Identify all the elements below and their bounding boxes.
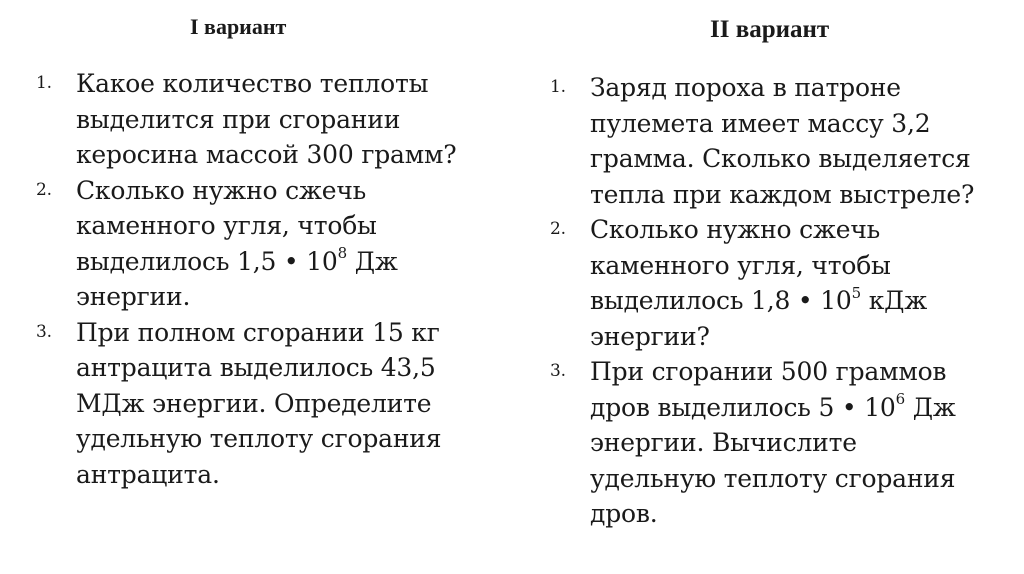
- question-number: 2.: [550, 219, 566, 239]
- question-number: 3.: [36, 321, 52, 342]
- question-text-line: каменного угля, чтобы: [590, 250, 891, 280]
- formula-line: [76, 244, 506, 280]
- variant-1-question-1: [36, 66, 506, 173]
- variant-2-question-3: [550, 354, 1020, 532]
- question-number: 1.: [36, 73, 52, 93]
- question-text-line: энергии. Вычислите: [590, 428, 857, 457]
- formula-line: [590, 390, 1020, 426]
- question-text-line: энергии.: [76, 282, 191, 311]
- variant-2-question-2: [550, 212, 1020, 354]
- question-text-line: удельную теплоту сгорания: [590, 463, 956, 493]
- formula-exponent: 8: [337, 244, 347, 263]
- question-text-line: Сколько нужно сжечь: [76, 175, 367, 205]
- variant-1-question-list: [36, 66, 506, 492]
- question-number: 1.: [550, 77, 566, 97]
- variant-2-question-1: [550, 70, 1020, 212]
- variant-2-question-list: [550, 70, 1020, 532]
- question-text-line: удельную теплоту сгорания: [76, 424, 442, 453]
- question-text-line: пулемета имеет массу 3,2: [590, 108, 931, 138]
- question-text-line: энергии?: [590, 321, 710, 351]
- question-text-line: керосина массой 300 грамм?: [76, 140, 457, 169]
- question-text-line: дров.: [590, 499, 658, 528]
- question-text-line: выделится при сгорании: [76, 104, 401, 134]
- question-number: 2.: [36, 179, 52, 200]
- question-text-line: Заряд пороха в патроне: [590, 73, 901, 102]
- variant-1-heading: I вариант: [190, 14, 287, 39]
- formula-exponent: 5: [851, 283, 861, 302]
- question-text-line: МДж энергии. Определите: [76, 388, 432, 418]
- question-number: 3.: [550, 361, 566, 381]
- formula-prefix: дров выделилось 5 • 10: [590, 392, 896, 422]
- variant-1-question-3: [36, 315, 506, 493]
- question-text-line: тепла при каждом выстреле?: [590, 179, 975, 209]
- formula-unit: Дж: [904, 392, 956, 422]
- formula-line: [590, 283, 1020, 319]
- formula-exponent: 6: [895, 390, 905, 409]
- question-text-line: При полном сгорании 15 кг: [76, 317, 440, 347]
- question-text-line: антрацита выделилось 43,5: [76, 353, 436, 382]
- formula-unit: Дж: [346, 246, 398, 276]
- variant-2-heading: II вариант: [710, 16, 830, 43]
- question-text-line: Какое количество теплоты: [76, 69, 429, 98]
- question-text-line: каменного угля, чтобы: [76, 211, 377, 240]
- question-text-line: При сгорании 500 граммов: [590, 357, 947, 386]
- formula-prefix: выделилось 1,8 • 10: [590, 286, 852, 315]
- variant-1-question-2: [36, 173, 506, 315]
- formula-unit: кДж: [860, 286, 928, 315]
- question-text-line: антрацита.: [76, 459, 220, 489]
- formula-prefix: выделилось 1,5 • 10: [76, 246, 338, 276]
- question-text-line: Сколько нужно сжечь: [590, 215, 881, 244]
- question-text-line: грамма. Сколько выделяется: [590, 144, 971, 173]
